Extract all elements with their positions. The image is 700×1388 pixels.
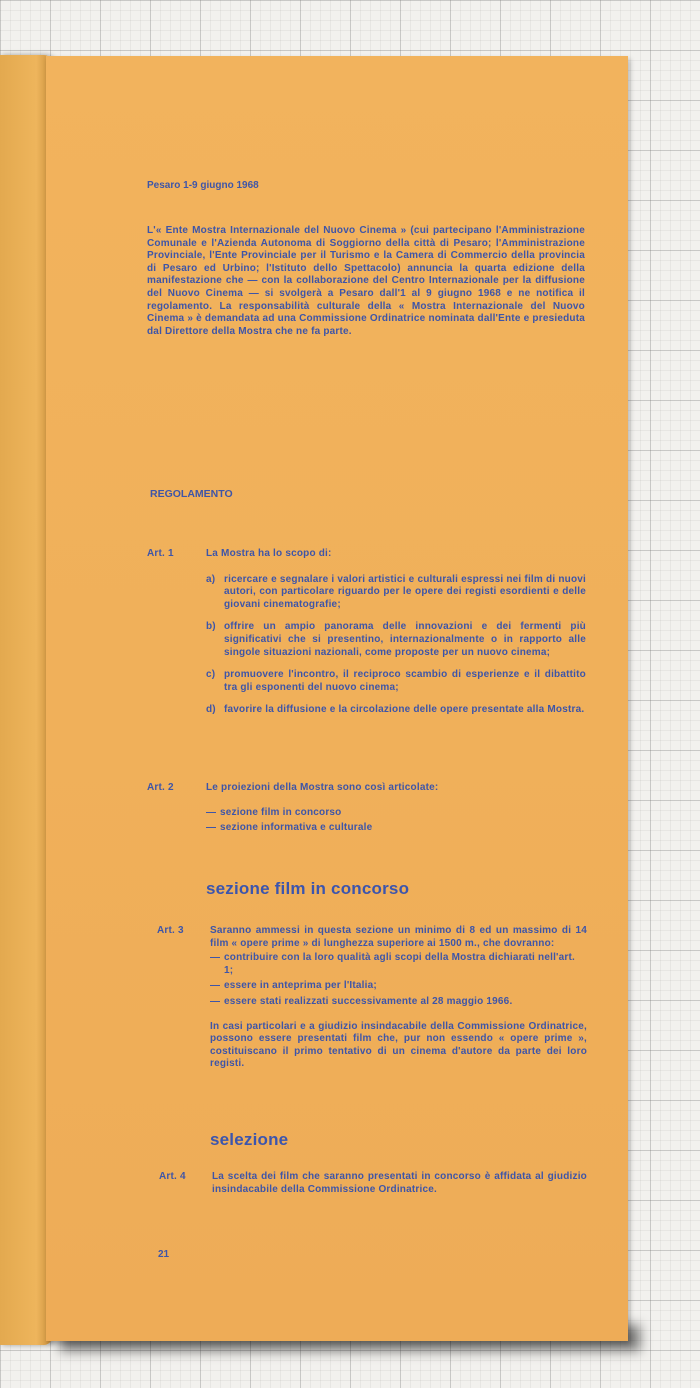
section-title-concorso: sezione film in concorso	[206, 879, 410, 898]
intro-paragraph: L'« Ente Mostra Internazionale del Nuovo Cinema » (cui partecipano l'Amministrazione Comunale e l'Azienda Autonoma di Soggiorno della città di Pesaro; l'Amministrazione Provinciale, l'Ente Provinciale per il Turismo e la Camera di Commercio della provincia di Pesaro ed Urbino; l'Istituto dello Spettacolo) annuncia la quarta edizione della manifestazione che — con la collaborazione del Centro Internazionale per la diffusione del Nuovo Cinema — si svolgerà a Pesaro dall'1 al 9 giugno 1968 e ne notifica il regolamento. La responsabilità culturale della « Mostra Internazionale del Nuovo Cinema » è demandata ad una Commissione Ordinatrice nominata dall'Ente e presieduta dal Direttore della Mostra che ne fa parte.	[147, 225, 585, 337]
regolamento-heading: REGOLAMENTO	[150, 488, 233, 500]
item-letter: a)	[206, 573, 216, 585]
list-item: — essere in anteprima per l'Italia;	[210, 980, 377, 992]
list-item: — contribuire con la loro qualità agli scopi della Mostra dichiarati nell'art. 1;	[210, 952, 575, 976]
item-letter: d)	[206, 704, 216, 716]
section-title-selezione: selezione	[210, 1130, 289, 1149]
article-2-list	[206, 807, 586, 835]
list-item: — essere stati realizzati successivamente al 28 maggio 1966.	[210, 995, 513, 1007]
item-text: ricercare e segnalare i valori artistici e culturali espressi nei film di nuovi autori, con particolare riguardo per le opere dei registi esordienti e delle giovani cinematografie;	[224, 573, 586, 610]
item-text: promuovere l'incontro, il reciproco scambio di esperienze e il dibattito tra gli esponenti del nuovo cinema;	[224, 669, 586, 693]
page-number: 21	[158, 1249, 170, 1260]
article-1-item-b	[206, 621, 586, 659]
article-4-label: Art. 4	[159, 1171, 186, 1182]
article-1-lead: La Mostra ha lo scopo di:	[206, 548, 332, 559]
article-2-body	[206, 782, 586, 838]
list-item: — sezione informativa e culturale	[206, 822, 373, 834]
article-1-item-a	[206, 574, 586, 612]
article-3-list	[210, 952, 587, 1008]
article-3-label: Art. 3	[157, 925, 184, 936]
article-3-note: In casi particolari e a giudizio insindacabile della Commissione Ordinatrice, possono essere presentati film che, pur non essendo « opere prime », costituiscano il primo tentativo di un cinema d'autore da parte dei loro registi.	[210, 1020, 587, 1070]
article-3-body	[210, 925, 587, 1071]
article-3-lead: Saranno ammessi in questa sezione un minimo di 8 ed un massimo di 14 film « opere prime » di lunghezza superiore ai 1500 m., che dovranno:	[210, 925, 587, 949]
article-4-body	[212, 1171, 587, 1196]
item-text: favorire la diffusione e la circolazione delle opere presentate alla Mostra.	[224, 704, 585, 716]
list-item: — sezione film in concorso	[206, 806, 342, 818]
article-1-item-d	[206, 704, 586, 717]
item-text: offrire un ampio panorama delle innovazioni e dei fermenti più significativi che si presentino, internazionalmente o in rapporto alle singole situazioni nazionali, come proposte per un nuovo cinema;	[224, 621, 586, 658]
article-2-lead: Le proiezioni della Mostra sono così articolate:	[206, 782, 439, 793]
article-4-text: La scelta dei film che saranno presentati in concorso è affidata al giudizio insindacabile della Commissione Ordinatrice.	[212, 1171, 587, 1195]
left-page-edge	[0, 55, 52, 1345]
article-1-label: Art. 1	[147, 548, 174, 559]
date-line: Pesaro 1-9 giugno 1968	[147, 180, 259, 191]
brochure-page	[46, 56, 628, 1341]
article-1-body	[206, 548, 586, 727]
article-1-list	[206, 574, 586, 717]
item-letter: c)	[206, 669, 216, 681]
article-1-item-c	[206, 669, 586, 694]
item-letter: b)	[206, 621, 216, 633]
article-2-label: Art. 2	[147, 782, 174, 793]
